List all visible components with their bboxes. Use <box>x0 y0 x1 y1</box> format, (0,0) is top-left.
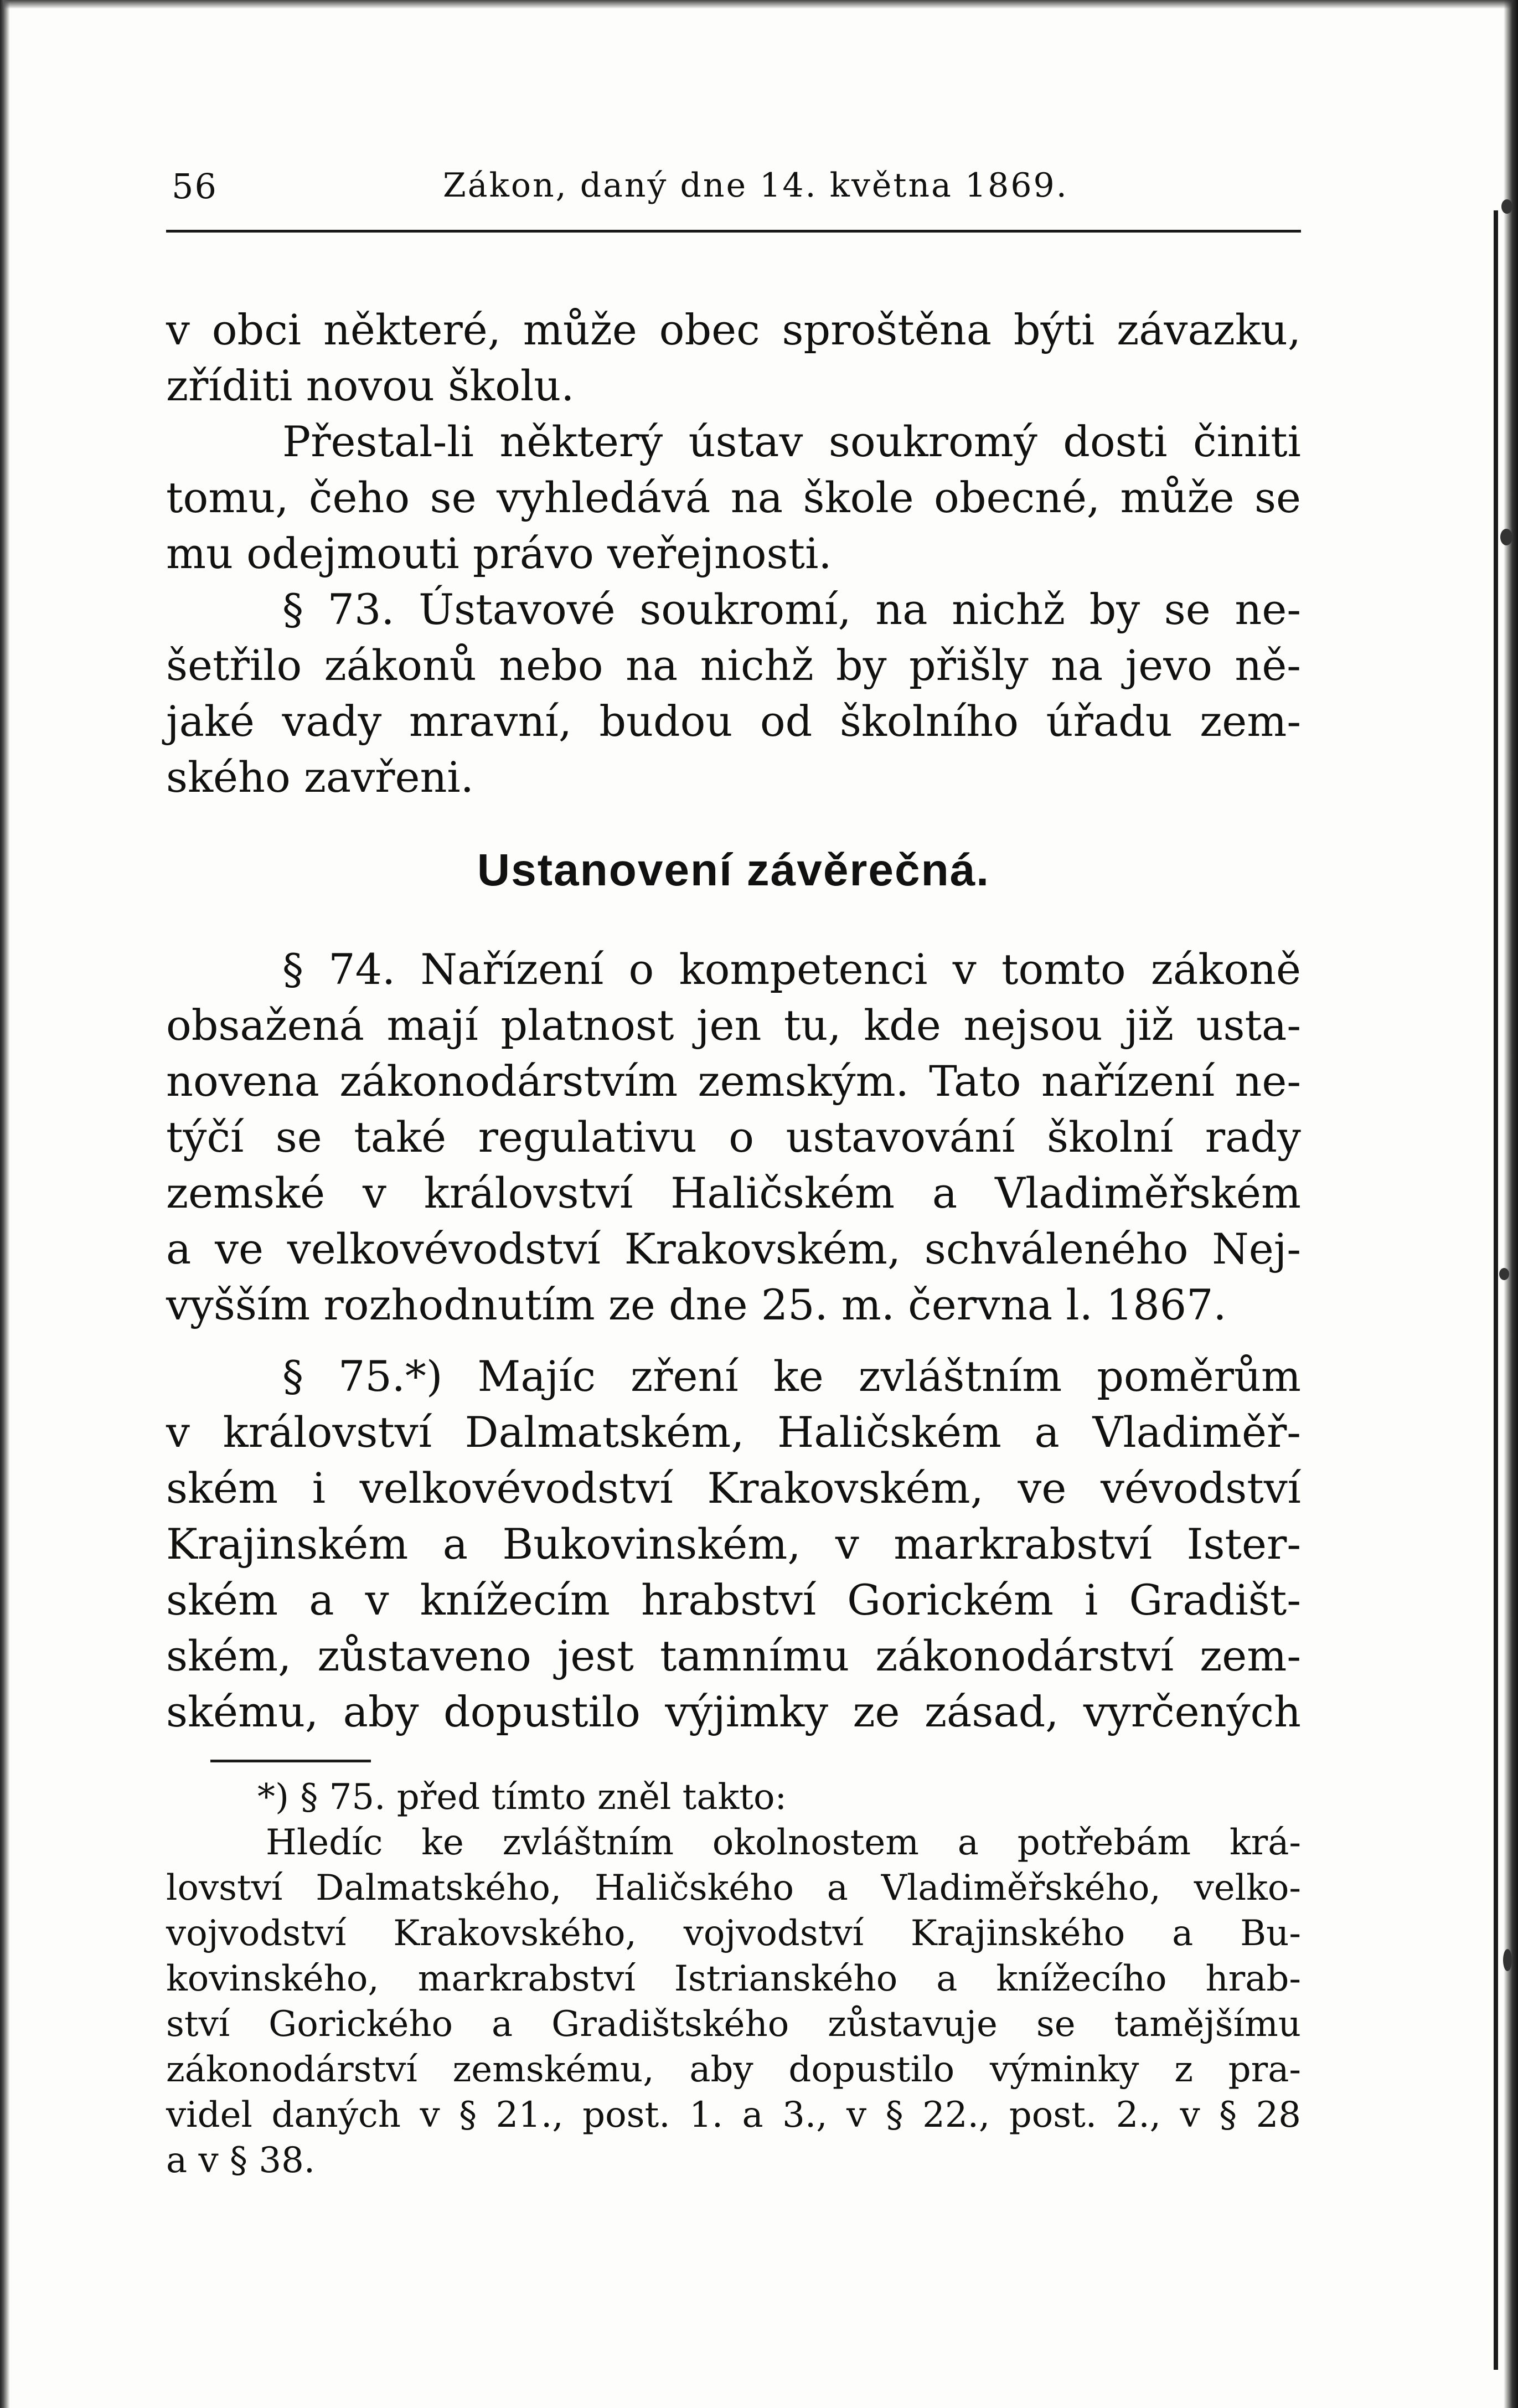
text-line: § 75.*) Majíc zření ke zvláštním poměrům <box>282 1352 1301 1401</box>
page-header <box>166 166 1301 216</box>
text-line: novena zákonodárstvím zemským. Tato nařízení ne- <box>166 1056 1301 1106</box>
footnote-line: lovství Dalmatského, Haličského a Vladiměřského, velko- <box>166 1868 1301 1909</box>
section-74 <box>166 941 1301 1333</box>
text-line: ském a v knížecím hrabství Gorickém i Gradišt- <box>166 1575 1301 1625</box>
page-number: 56 <box>172 166 218 207</box>
text-line: ském i velkovévodství Krakovském, ve vévodství <box>166 1463 1301 1513</box>
text-line: Krajinském a Bukovinském, v markrabství Ister- <box>166 1519 1301 1569</box>
text-line: skému, aby dopustilo výjimky ze zásad, vyrčených <box>166 1687 1301 1736</box>
text-line: šetřilo zákonů nebo na nichž by přišly na jevo ně- <box>166 641 1301 690</box>
scan-edge-top <box>0 0 1518 9</box>
scan-edge-left <box>0 0 10 2408</box>
text-line: vyšším rozhodnutím ze dne 25. m. června l. 1867. <box>166 1280 1227 1329</box>
footnote-line: zákonodárství zemskému, aby dopustilo výminky z pra- <box>166 2049 1301 2090</box>
footnote-line: videl daných v § 21., post. 1. a 3., v § 22., post. 2., v § 28 <box>166 2095 1301 2136</box>
text-line: v království Dalmatském, Haličském a Vladiměř- <box>166 1407 1301 1457</box>
footnote-rule <box>210 1760 371 1762</box>
scan-edge-right-line <box>1494 210 1498 2370</box>
text-line: § 74. Nařízení o kompetenci v tomto zákoně <box>282 945 1301 994</box>
footnote-line: *) § 75. před tímto zněl takto: <box>257 1777 787 1818</box>
paragraph-continued <box>166 302 1301 414</box>
text-line: ského zavřeni. <box>166 752 474 802</box>
text-line: a ve velkovévodství Krakovském, schváleného Nej- <box>166 1224 1301 1273</box>
footnote-line: Hledíc ke zvláštním okolnostem a potřebám krá- <box>266 1822 1301 1863</box>
footnote-line: kovinského, markrabství Istrianského a knížecího hrab- <box>166 1958 1301 1999</box>
text-line: obsažená mají platnost jen tu, kde nejsou již usta- <box>166 1001 1301 1050</box>
text-line: v obci některé, může obec sproštěna býti závazku, <box>166 305 1301 354</box>
text-line: jaké vady mravní, budou od školního úřadu zem- <box>166 697 1301 746</box>
section-75 <box>166 1348 1301 1740</box>
header-rule <box>166 230 1301 233</box>
footnote-line: ství Gorického a Gradištského zůstavuje se tamějšímu <box>166 2004 1301 2045</box>
text-line: zemské v království Haličském a Vladiměřském <box>166 1168 1301 1218</box>
footnote-line: a v § 38. <box>166 2140 316 2181</box>
text-line: tomu, čeho se vyhledává na škole obecné, může se <box>166 473 1301 522</box>
scan-speck <box>1500 529 1512 545</box>
paragraph-public-right <box>166 414 1301 581</box>
text-line: týčí se také regulativu o ustavování školní rady <box>166 1112 1301 1162</box>
footnote <box>166 1775 1301 2183</box>
section-heading: Ustanovení závěrečná. <box>477 845 990 895</box>
text-line: zříditi novou školu. <box>166 361 575 410</box>
text-line: Přestal-li některý ústav soukromý dosti činiti <box>282 417 1301 466</box>
section-73 <box>166 581 1301 805</box>
scan-speck <box>1503 1949 1512 1971</box>
scan-speck <box>1499 1268 1509 1280</box>
text-line: mu odejmouti právo veřejnosti. <box>166 529 832 578</box>
scan-edge-right <box>1504 0 1518 2408</box>
footnote-line: vojvodství Krakovského, vojvodství Krajinského a Bu- <box>166 1913 1301 1954</box>
text-line: § 73. Ústavové soukromí, na nichž by se ne- <box>282 585 1301 634</box>
scan-speck <box>1501 199 1512 214</box>
running-title: Zákon, daný dne 14. května 1869. <box>443 166 1068 205</box>
text-line: ském, zůstaveno jest tamnímu zákonodárství zem- <box>166 1631 1301 1680</box>
